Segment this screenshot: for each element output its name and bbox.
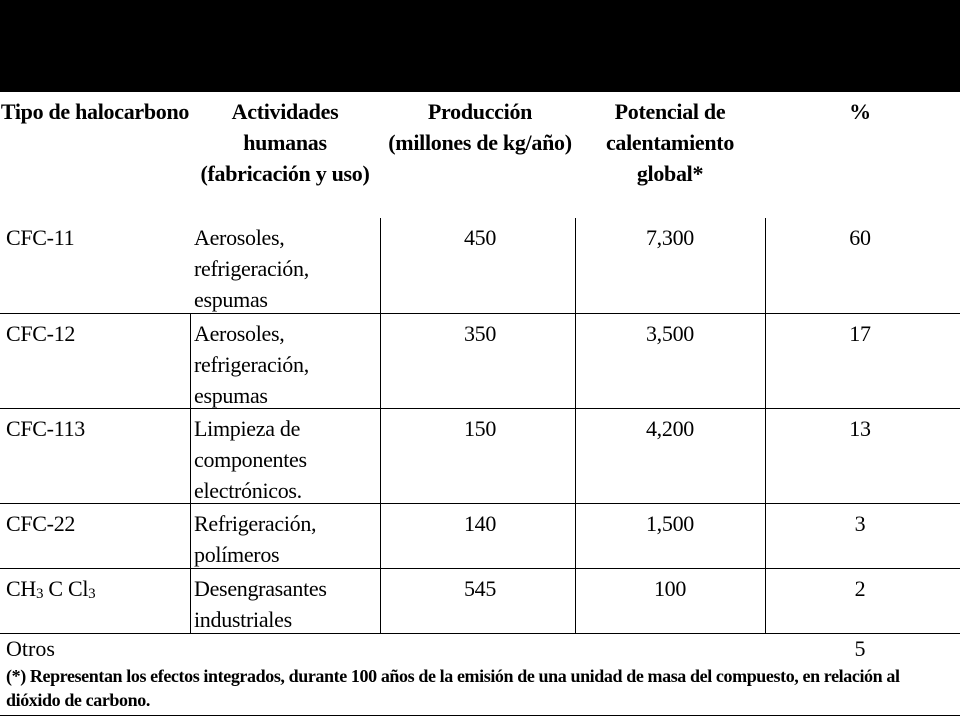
cell-potencial: 100 xyxy=(653,576,687,601)
column-divider xyxy=(190,314,191,633)
cell-porcentaje: 2 xyxy=(854,576,866,601)
cell-actividades: Aerosoles, refrigeración, espumas xyxy=(194,225,309,312)
cell-tipo: CFC-11 xyxy=(6,225,75,250)
header-actividades: Actividades humanas (fabricación y uso) xyxy=(200,99,370,186)
cell-potencial: 1,500 xyxy=(645,511,694,536)
column-divider xyxy=(380,218,381,633)
cell-porcentaje: 17 xyxy=(849,321,871,346)
title-bar xyxy=(0,0,960,92)
cell-potencial: 7,300 xyxy=(645,225,694,250)
cell-actividades: Aerosoles, refrigeración, espumas xyxy=(194,321,309,408)
table-row xyxy=(0,314,960,409)
cell-potencial: 3,500 xyxy=(645,321,694,346)
cell-porcentaje: 3 xyxy=(854,511,866,536)
header-produccion: Producción (millones de kg/año) xyxy=(388,99,572,155)
column-divider xyxy=(575,218,576,633)
footnote: (*) Representan los efectos integrados, durante 100 años de la emisión de una unidad de masa del compuesto, en relación al dióxido de carbono. xyxy=(6,666,900,710)
header-tipo: Tipo de halocarbono xyxy=(0,99,190,124)
table-row xyxy=(0,569,960,634)
cell-produccion: 350 xyxy=(463,321,497,346)
cell-porcentaje: 13 xyxy=(849,416,871,441)
table-header-row xyxy=(0,92,960,218)
table-row xyxy=(0,504,960,569)
cell-tipo: CFC-113 xyxy=(6,416,85,441)
cell-actividades: Desengrasantes industriales xyxy=(194,576,327,632)
table-row xyxy=(0,409,960,504)
cell-potencial: 4,200 xyxy=(645,416,694,441)
cell-produccion: 450 xyxy=(463,225,497,250)
bottom-rule xyxy=(0,715,960,716)
cell-tipo: CFC-22 xyxy=(6,511,76,536)
cell-produccion: 140 xyxy=(463,511,497,536)
otros-label: Otros xyxy=(6,636,55,661)
cell-produccion: 150 xyxy=(463,416,497,441)
header-potencial: Potencial de calentamiento global* xyxy=(605,99,735,186)
cell-actividades: Refrigeración, polímeros xyxy=(194,511,317,567)
otros-value: 5 xyxy=(854,636,866,661)
table-row xyxy=(0,218,960,314)
header-porcentaje: % xyxy=(849,99,871,124)
cell-porcentaje: 60 xyxy=(849,225,871,250)
cell-tipo: $CH_3$ C $Cl_3$ xyxy=(6,576,96,602)
cell-actividades: Limpieza de componentes electrónicos. xyxy=(194,416,307,503)
column-divider xyxy=(765,218,766,633)
cell-produccion: 545 xyxy=(463,576,497,601)
cell-tipo: CFC-12 xyxy=(6,321,76,346)
